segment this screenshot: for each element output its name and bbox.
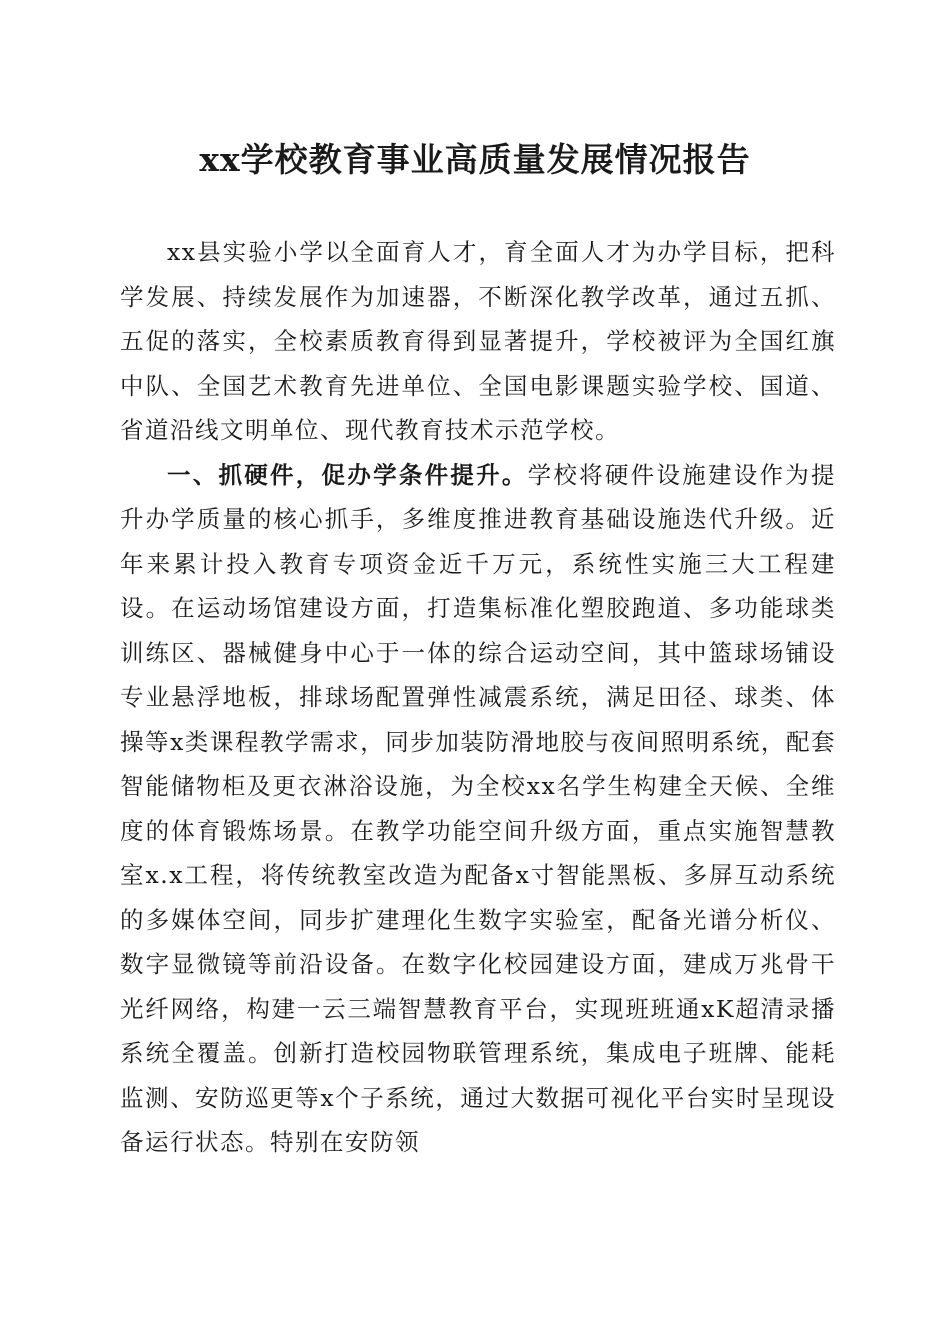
section-1-body: 学校将硬件设施建设作为提升办学质量的核心抓手，多维度推进教育基础设施迭代升级。近年来累计投入教育专项资金近千万元，系统性实施三大工程建设。在运动场馆建设方面，打造集标准化塑胶跑道、多功能球类训练区、器械健身中心于一体的综合运动空间，其中篮球场铺设专业悬浮地板，排球场配置弹性减震系统，满足田径、球类、体操等x类课程教学需求，同步加装防滑地胶与夜间照明系统，配套智能储物柜及更衣淋浴设施，为全校xx名学生构建全天候、全维度的体育锻炼场景。在教学功能空间升级方面，重点实施智慧教室x.x工程，将传统教室改造为配备x寸智能黑板、多屏互动系统的多媒体空间，同步扩建理化生数字实验室，配备光谱分析仪、数字显微镜等前沿设备。在数字化校园建设方面，建成万兆骨干光纤网络，构建一云三端智慧教育平台，实现班班通xK超清录播系统全覆盖。创新打造校园物联管理系统，集成电子班牌、能耗监测、安防巡更等x个子系统，通过大数据可视化平台实时呈现设备运行状态。特别在安防领 xyxy=(120,460,837,1156)
intro-paragraph: xx县实验小学以全面育人才，育全面人才为办学目标，把科学发展、持续发展作为加速器，不断深化教学改革，通过五抓、五促的落实，全校素质教育得到显著提升，学校被评为全国红旗中队、全国艺术教育先进单位、全国电影课题实验学校、国道、省道沿线文明单位、现代教育技术示范学校。 xyxy=(120,238,836,444)
document-title: xx学校教育事业高质量发展情况报告 xyxy=(199,140,751,179)
document-body xyxy=(120,230,836,1165)
section-1-heading: 一、抓硬件，促办学条件提升。 xyxy=(167,460,528,489)
section-1-paragraph xyxy=(120,453,836,1165)
